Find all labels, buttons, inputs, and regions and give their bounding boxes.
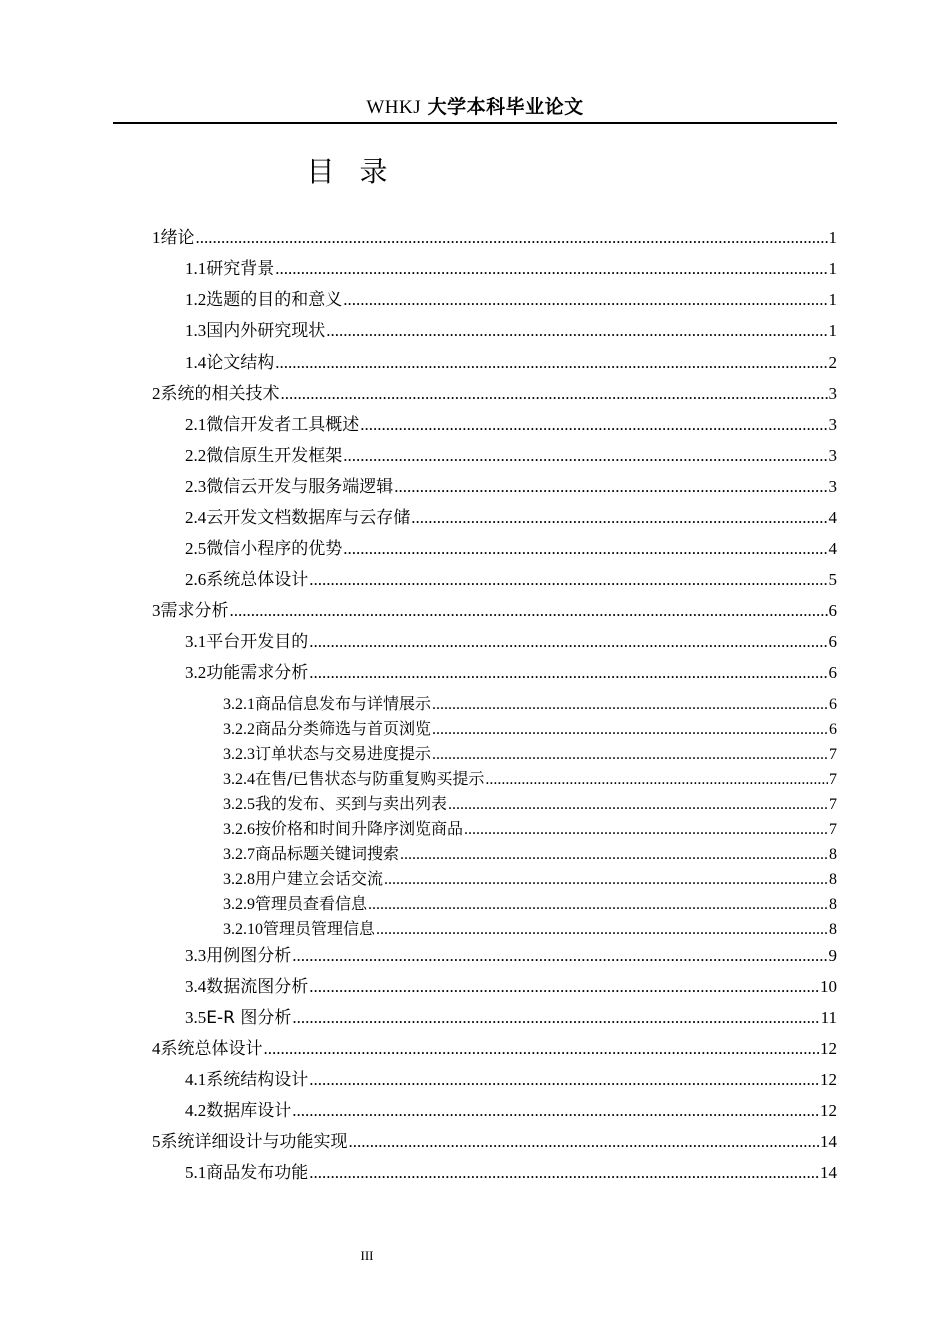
toc-entry-title: 绪论	[160, 228, 195, 248]
toc-entry-number: 2.4	[185, 508, 207, 527]
header-latin: WHKJ	[366, 97, 422, 118]
toc-entry-title: 数据流图分析	[206, 977, 309, 997]
toc-entry-number: 2.1	[185, 415, 207, 434]
toc-entry-number: 4.1	[185, 1070, 207, 1089]
toc-entry-title: 商品发布功能	[206, 1163, 309, 1183]
toc-entry-number: 3.2.9	[223, 896, 255, 913]
toc-entry-title: 系统的相关技术	[160, 384, 280, 404]
toc-leader-dots	[292, 1100, 819, 1122]
toc-entry[interactable]	[185, 414, 837, 436]
toc-entry-title: 用例图分析	[206, 946, 292, 966]
toc-entry-number: 2.6	[185, 570, 207, 589]
page-header	[113, 92, 837, 124]
toc-entry[interactable]	[185, 476, 837, 498]
toc-entry[interactable]	[185, 1162, 837, 1184]
toc-leader-dots	[309, 976, 819, 998]
toc-entry-page: 7	[829, 746, 837, 763]
toc-entry[interactable]	[223, 868, 837, 890]
toc-entry-page: 12	[820, 1070, 837, 1089]
toc-entry-page: 8	[829, 871, 837, 888]
toc-entry-page: 6	[828, 601, 837, 620]
toc-entry-number: 3.4	[185, 977, 207, 996]
toc-entry-page: 12	[820, 1039, 837, 1058]
toc-entry-page: 10	[820, 977, 837, 996]
toc-entry[interactable]	[185, 352, 837, 374]
toc-leader-dots	[343, 445, 827, 467]
toc-leader-dots	[400, 844, 828, 866]
toc-entry-page: 4	[828, 539, 837, 558]
toc-entry-page: 1	[828, 321, 837, 340]
toc-leader-dots	[309, 569, 827, 591]
toc-entry-number: 5	[152, 1132, 161, 1151]
toc-entry[interactable]	[185, 320, 837, 342]
toc-leader-dots	[309, 662, 827, 684]
toc-entry-page: 14	[820, 1132, 837, 1151]
toc-entry-page: 4	[828, 508, 837, 527]
toc-entry-number: 2.5	[185, 539, 207, 558]
toc-leader-dots	[309, 631, 827, 653]
toc-entry[interactable]	[223, 918, 837, 940]
toc-leader-dots	[292, 945, 827, 967]
toc-entry-title: 商品分类筛选与首页浏览	[255, 719, 432, 738]
toc-leader-dots	[230, 600, 828, 622]
toc-entry-page: 11	[820, 1008, 837, 1027]
toc-entry-page: 7	[829, 771, 837, 788]
toc-entry-page: 3	[828, 384, 837, 403]
header-cjk: 大学本科毕业论文	[427, 96, 584, 118]
toc-entry-title: 需求分析	[160, 601, 229, 621]
toc-entry-number: 3.2	[185, 663, 207, 682]
toc-entry-page: 12	[820, 1101, 837, 1120]
toc-entry[interactable]	[185, 945, 837, 967]
toc-leader-dots	[432, 694, 828, 716]
toc-leader-dots	[432, 744, 828, 766]
toc-entry-number: 2	[152, 384, 161, 403]
toc-entry-number: 3.2.10	[223, 921, 263, 938]
toc-leader-dots	[264, 1038, 820, 1060]
toc-entry-title: 选题的目的和意义	[206, 290, 343, 310]
toc-leader-dots	[485, 769, 828, 791]
toc-entry-title: 系统详细设计与功能实现	[160, 1132, 348, 1152]
toc-entry-title: 云开发文档数据库与云存储	[206, 508, 411, 528]
toc-leader-dots	[349, 1131, 820, 1153]
toc-leader-dots	[281, 383, 828, 405]
toc-entry-title: 平台开发目的	[206, 632, 309, 652]
toc-entry-number: 3.2.2	[223, 721, 255, 738]
toc-entry[interactable]	[152, 600, 837, 622]
toc-entry-number: 4	[152, 1039, 161, 1058]
toc-leader-dots	[432, 719, 828, 741]
toc-entry[interactable]	[185, 289, 837, 311]
toc-entry[interactable]	[223, 718, 837, 740]
toc-entry-title: 论文结构	[206, 353, 275, 373]
toc-entry-page: 3	[828, 446, 837, 465]
toc-leader-dots	[384, 869, 828, 891]
toc-leader-dots	[343, 538, 827, 560]
toc-entry[interactable]	[185, 538, 837, 560]
toc-entry-title: 研究背景	[206, 259, 275, 279]
toc-entry[interactable]	[185, 569, 837, 591]
toc-entry-number: 3.5	[185, 1008, 207, 1027]
toc-entry-page: 6	[829, 721, 837, 738]
toc-entry-title: 订单状态与交易进度提示	[255, 744, 432, 763]
toc-entry-title: 商品信息发布与详情展示	[255, 694, 432, 713]
toc-leader-dots	[292, 1007, 819, 1029]
toc-leader-dots	[343, 289, 827, 311]
toc-entry-number: 1	[152, 228, 161, 247]
toc-entry-number: 1.2	[185, 290, 207, 309]
toc-entry-title: 国内外研究现状	[206, 321, 326, 341]
toc-leader-dots	[464, 819, 828, 841]
toc-entry-number: 1.1	[185, 259, 207, 278]
toc-entry[interactable]	[223, 693, 837, 715]
toc-entry[interactable]	[152, 227, 837, 249]
toc-entry[interactable]	[185, 1069, 837, 1091]
toc-entry-page: 1	[828, 290, 837, 309]
toc-entry-title: 微信开发者工具概述	[206, 415, 360, 435]
toc-entry-page: 9	[828, 946, 837, 965]
toc-entry-page: 3	[828, 477, 837, 496]
toc-entry-number: 3.2.4	[223, 771, 255, 788]
toc-entry-page: 8	[829, 921, 837, 938]
toc-entry-number: 1.3	[185, 321, 207, 340]
toc-entry-page: 2	[828, 353, 837, 372]
toc-entry-number: 3.3	[185, 946, 207, 965]
toc-entry[interactable]	[185, 445, 837, 467]
toc-leader-dots	[376, 919, 828, 941]
toc-leader-dots	[196, 227, 828, 249]
toc-entry[interactable]	[185, 1007, 837, 1029]
toc-entry-page: 6	[828, 663, 837, 682]
header-title	[366, 96, 583, 118]
toc-entry-number: 3.2.3	[223, 746, 255, 763]
toc-entry-title: 管理员管理信息	[263, 919, 376, 938]
toc-entry-number: 1.4	[185, 353, 207, 372]
toc-leader-dots	[309, 1162, 819, 1184]
toc-entry-number: 2.2	[185, 446, 207, 465]
toc-entry-title: 用户建立会话交流	[255, 869, 384, 888]
toc-entry-number: 2.3	[185, 477, 207, 496]
toc-entry-page: 6	[828, 632, 837, 651]
toc-entry-page: 8	[829, 846, 837, 863]
toc-entry-number: 3.2.8	[223, 871, 255, 888]
toc-entry-number: 3	[152, 601, 161, 620]
toc-entry-number: 3.1	[185, 632, 207, 651]
toc-entry-title: 微信云开发与服务端逻辑	[206, 477, 394, 497]
toc-title: 目 录	[306, 155, 396, 188]
toc-entry-title: 数据库设计	[206, 1101, 292, 1121]
toc-leader-dots	[275, 258, 827, 280]
toc-entry-title: 管理员查看信息	[255, 894, 368, 913]
toc-entry-title: 系统总体设计	[206, 570, 309, 590]
toc-entry[interactable]	[185, 631, 837, 653]
toc-entry-page: 14	[820, 1163, 837, 1182]
toc-entry[interactable]	[152, 383, 837, 405]
toc-entry[interactable]	[185, 662, 837, 684]
toc-entry-title: 在售/已售状态与防重复购买提示	[255, 769, 485, 788]
toc-entry-page: 5	[828, 570, 837, 589]
toc-leader-dots	[394, 476, 827, 498]
toc-entry[interactable]	[152, 1038, 837, 1060]
toc-entry[interactable]	[223, 843, 837, 865]
toc-entry-page: 8	[829, 896, 837, 913]
toc-leader-dots	[368, 894, 828, 916]
toc-entry-number: 3.2.6	[223, 821, 255, 838]
toc-leader-dots	[275, 352, 827, 374]
toc-entry[interactable]	[185, 976, 837, 998]
toc-entry-title: 功能需求分析	[206, 663, 309, 683]
toc-entry[interactable]	[185, 1100, 837, 1122]
toc-entry-title: 我的发布、买到与卖出列表	[255, 794, 448, 813]
toc-entry-page: 3	[828, 415, 837, 434]
toc-entry[interactable]	[152, 1131, 837, 1153]
toc-entry[interactable]	[223, 768, 837, 790]
toc-entry-page: 1	[828, 259, 837, 278]
toc-entry[interactable]	[223, 818, 837, 840]
toc-entry[interactable]	[185, 258, 837, 280]
toc-entry-title: 微信原生开发框架	[206, 446, 343, 466]
toc-entry-title: E-R 图分析	[206, 1008, 292, 1028]
footer-page-number: III	[360, 1248, 374, 1263]
toc-entry[interactable]	[223, 743, 837, 765]
toc-leader-dots	[360, 414, 827, 436]
toc-entry-page: 1	[828, 228, 837, 247]
toc-entry-number: 3.2.5	[223, 796, 255, 813]
toc-leader-dots	[448, 794, 828, 816]
toc-entry-number: 4.2	[185, 1101, 207, 1120]
toc-entry-title: 微信小程序的优势	[206, 539, 343, 559]
toc-entry[interactable]	[223, 893, 837, 915]
toc-leader-dots	[326, 320, 827, 342]
toc-leader-dots	[309, 1069, 819, 1091]
toc-entry-page: 7	[829, 796, 837, 813]
toc-entry[interactable]	[223, 793, 837, 815]
toc-entry-number: 5.1	[185, 1163, 207, 1182]
toc-entry[interactable]	[185, 507, 837, 529]
toc-entry-number: 3.2.1	[223, 696, 255, 713]
toc-entry-page: 7	[829, 821, 837, 838]
toc-entry-title: 商品标题关键词搜索	[255, 844, 400, 863]
toc-entry-title: 系统结构设计	[206, 1070, 309, 1090]
toc-entry-title: 按价格和时间升降序浏览商品	[255, 819, 464, 838]
toc-entry-page: 6	[829, 696, 837, 713]
toc-entry-title: 系统总体设计	[160, 1039, 263, 1059]
toc-entry-number: 3.2.7	[223, 846, 255, 863]
toc-leader-dots	[411, 507, 827, 529]
